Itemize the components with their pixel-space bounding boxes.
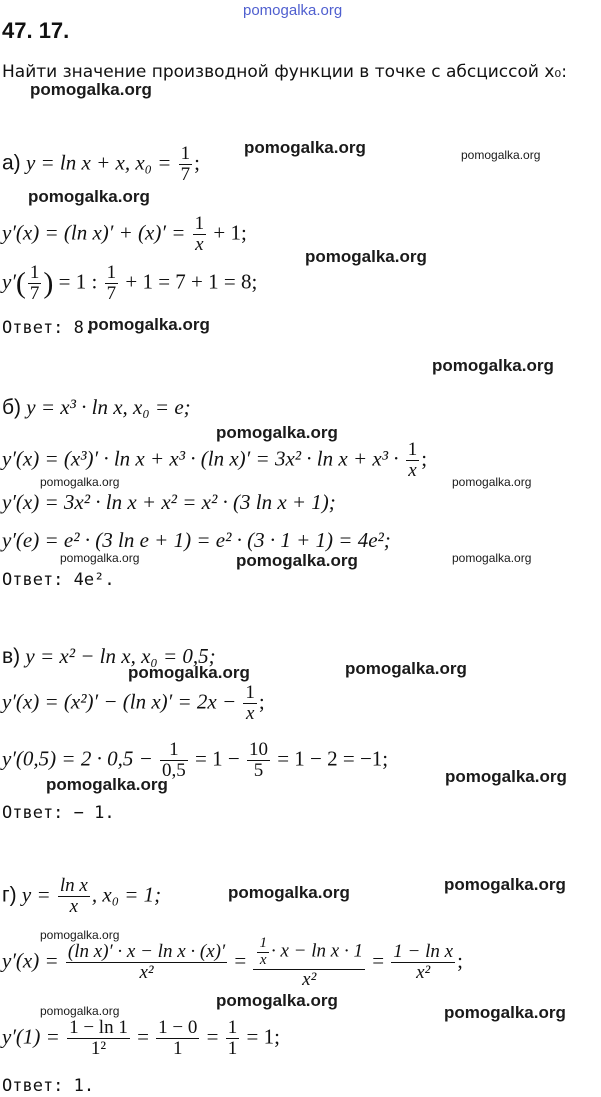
expr: y′(x) = (x³)′ · ln x + x³ · (ln x)′ = 3x² · ln x + x³ ·: [2, 446, 399, 471]
expr: ;: [194, 150, 200, 175]
expr: ;: [258, 689, 265, 714]
watermark: pomogalka.org: [228, 883, 350, 902]
part-v-label: в): [2, 645, 21, 668]
watermark: pomogalka.org: [305, 247, 427, 266]
fraction: $\frac{1}{1}$: [227, 1017, 238, 1059]
part-a-line-2: [2, 214, 247, 255]
expr: , x₀ = 1;: [91, 882, 162, 907]
watermark: pomogalka.org: [452, 551, 532, 565]
fraction: $\frac{1}{x}$ · x − ln x · 1 x²: [253, 936, 364, 989]
part-g-line-2: y′(x) = $\frac{\text{(ln x)′ · x − ln x · (x)′}}{\text{x²}}$ = $\frac{1}{x}$ · x − ln x · 1 x² = $\frac{\text{1 − ln x}}{\text{x²}}$ ;: [2, 935, 463, 990]
fraction: $\frac{\text{1 − ln x}}{\text{x²}}$: [393, 941, 454, 984]
part-b-line-4: [2, 528, 391, 553]
watermark: pomogalka.org: [28, 187, 150, 206]
watermark: pomogalka.org: [345, 659, 467, 678]
watermark: pomogalka.org: [432, 356, 554, 375]
expr: y′(0,5) = 2 · 0,5 −: [2, 746, 153, 771]
fraction: $\frac{10}{5}$: [248, 739, 268, 781]
expr: y′(x) = (x²)′ − (ln x)′ = 2x −: [2, 689, 237, 714]
fraction: $\frac{1}{x}$: [194, 213, 205, 255]
part-a-label: а): [2, 151, 21, 175]
watermark: pomogalka.org: [244, 138, 366, 157]
answer-b: Ответ: 4e².: [2, 570, 115, 590]
part-b-line-2: [2, 440, 427, 481]
problem-number: 47. 17.: [2, 18, 70, 43]
watermark: pomogalka.org: [216, 423, 338, 442]
expr: = 1 :: [58, 269, 98, 294]
expr: y = x² − ln x, x₀ = 0,5;: [25, 644, 216, 668]
answer-v: Ответ: − 1.: [2, 803, 115, 823]
expr: y′(x) =: [2, 948, 59, 973]
part-a-line-3: y′( $\frac{1}{7}$ ) = 1 : $\frac{1}{7}$ + 1 = 7 + 1 = 8;: [2, 262, 258, 304]
expr: y′(x) = (ln x)′ + (x)′ =: [2, 220, 186, 245]
part-b-line-3: [2, 490, 336, 515]
expr: y = ln x + x, x₀ =: [25, 150, 172, 175]
expr: + 1 = 7 + 1 = 8;: [125, 269, 258, 294]
part-b-label: б): [2, 396, 22, 419]
watermark: pomogalka.org: [461, 148, 541, 162]
expr: y′(e) = e² · (3 ln e + 1) = e² · (3 · 1 + 1) = 4e²;: [2, 528, 391, 552]
part-g-line-3: y′(1) = $\frac{1 - \ln 1}{\text{1²}}$ = $\frac{1 - 0}{1}$ = $\frac{1}{1}$ = 1;: [2, 1017, 280, 1059]
watermark: pomogalka.org: [88, 315, 210, 334]
expr: ;: [421, 446, 428, 471]
part-v-line-1: [2, 644, 216, 669]
expr: = 1 − 2 = −1;: [277, 746, 389, 771]
watermark: pomogalka.org: [444, 1003, 566, 1022]
answer-g: Ответ: 1.: [2, 1076, 95, 1096]
watermark: pomogalka.org: [452, 475, 532, 489]
fraction: $\frac{1}{7}$: [106, 262, 117, 304]
fraction: $\frac{\text{ln x}}{x}$: [59, 875, 88, 917]
watermark: pomogalka.org: [60, 551, 140, 565]
watermark: pomogalka.org: [236, 551, 358, 570]
expr: = 1;: [246, 1024, 280, 1049]
expr: y =: [21, 882, 51, 907]
expr: y′(1) =: [2, 1024, 60, 1049]
fraction: $\frac{1}{7}$: [29, 262, 40, 304]
watermark-top: pomogalka.org: [243, 2, 343, 19]
expr: y′(x) = 3x² · ln x + x² = x² · (3 ln x + 1);: [2, 490, 336, 514]
part-g-label: г): [2, 883, 17, 907]
expr: y = x³ · ln x, x₀ = e;: [26, 395, 191, 419]
watermark: pomogalka.org: [40, 928, 120, 942]
part-g-line-1: [2, 876, 161, 917]
fraction: $\frac{1}{0,5}$: [162, 739, 186, 781]
part-a-line-1: [2, 144, 200, 185]
watermark: pomogalka.org: [216, 991, 338, 1010]
watermark: pomogalka.org: [128, 663, 250, 682]
fraction: $\frac{1 - \ln 1}{\text{1²}}$: [69, 1017, 128, 1059]
fraction: $\frac{1}{7}$: [180, 143, 191, 185]
part-b-line-1: [2, 395, 191, 420]
watermark: pomogalka.org: [40, 1004, 120, 1018]
answer-a: Ответ: 8.: [2, 318, 95, 338]
part-v-line-3: [2, 740, 388, 781]
watermark: pomogalka.org: [445, 767, 567, 786]
fraction: $\frac{\text{(ln x)′ · x − ln x · (x)′}}{\text{x²}}$: [67, 941, 226, 984]
part-v-line-2: [2, 683, 265, 724]
task-statement: Найти значение производной функции в точке с абсциссой x₀:: [2, 62, 567, 82]
watermark: pomogalka.org: [40, 475, 120, 489]
fraction: $\frac{1}{x}$: [407, 439, 418, 481]
watermark: pomogalka.org: [30, 80, 152, 99]
fraction: $\frac{1}{x}$: [245, 682, 255, 724]
watermark: pomogalka.org: [46, 775, 168, 794]
expr: + 1;: [213, 220, 247, 245]
expr: = 1 −: [195, 746, 240, 771]
fraction: $\frac{1 - 0}{1}$: [158, 1017, 198, 1059]
watermark: pomogalka.org: [444, 875, 566, 894]
expr: y′: [2, 269, 16, 294]
